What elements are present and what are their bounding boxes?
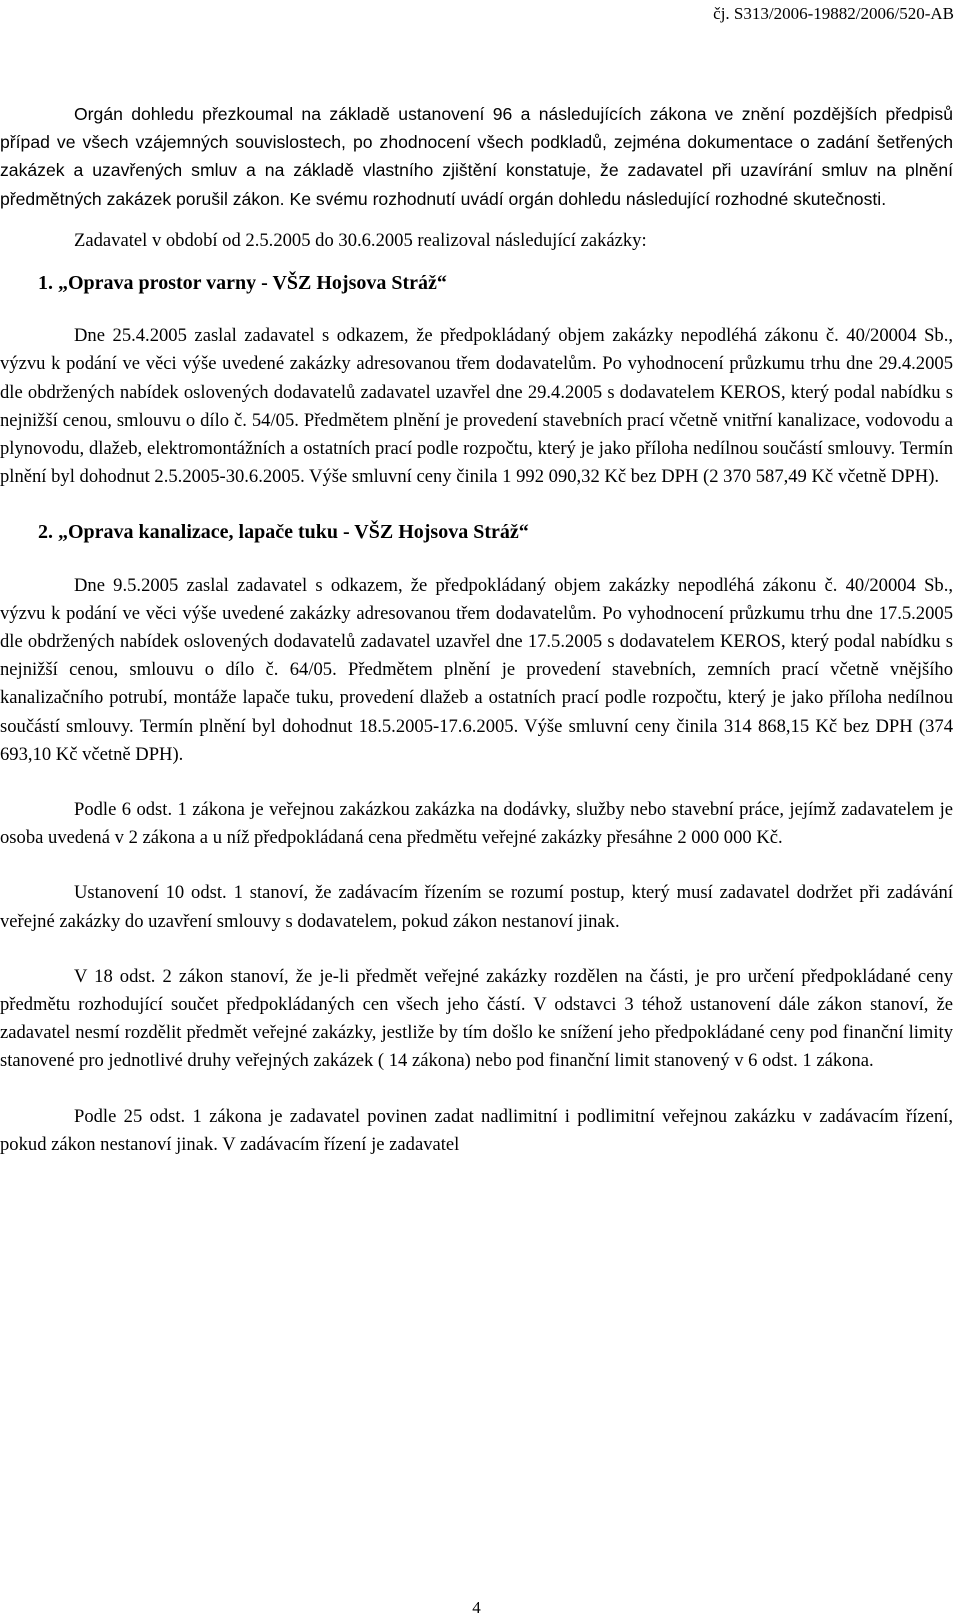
intro-text-rest: 96 a následujících zákona ve znění pozdějších předpisů případ ve všech vzájemných souvislostech, po zhodnocení všech podkladů, zejména dokumentace o zadání šetřených zakázek a uzavřených smluv a na základě vlastního zjištění konstatuje, že zadavatel při uzavírání smluv na plnění předmětných zakázek porušil zákon. Ke svému rozhodnutí uvádí orgán dohledu následující rozhodné skutečnosti. [0, 104, 953, 209]
law-paragraph-3: V 18 odst. 2 zákon stanoví, že je-li předmět veřejné zakázky rozdělen na části, je pro určení předpokládané ceny předmětu rozhodující součet předpokládaných cen všech jeho částí. V odstavci 3 téhož ustanovení dále zákon stanoví, že zadavatel nesmí rozdělit předmět veřejné zakázky, jestliže by tím došlo ke snížení jeho předpokládané ceny pod finanční limity stanovené pro jednotlivé druhy veřejných zakázek ( 14 zákona) nebo pod finanční limit stanovený v 6 odst. 1 zákona. [0, 965, 953, 1072]
contract-2-heading: 2. „Oprava kanalizace, lapače tuku - VŠZ Hojsova Stráž“ [38, 521, 529, 544]
reference-number: čj. S313/2006-19882/2006/520-AB [713, 4, 954, 23]
document-body [0, 100, 953, 1159]
law-paragraph-4: Podle 25 odst. 1 zákona je zadavatel povinen zadat nadlimitní i podlimitní veřejnou zakázku v zadávacím řízení, pokud zákon nestanoví jinak. V zadávacím řízení je zadavatel [0, 1105, 953, 1155]
intro-paragraph [0, 100, 953, 213]
page-number: 4 [472, 1598, 481, 1617]
contract-2-text: Dne 9.5.2005 zaslal zadavatel s odkazem, že předpokládaný objem zakázky nepodléhá zákonu č. 40/20004 Sb., výzvu k podání ve věci výše uvedené zakázky adresovanou třem dodavatelům. Po vyhodnocení průzkumu trhu dne 17.5.2005 dle obdržených nabídek oslovených dodavatelů zadavatel uzavřel dne 17.5.2005 s dodavatelem KEROS, který podal nabídku s nejnižší cenou, smlouvu o dílo č. 64/05. Předmětem plnění je provedení stavebních, zemních prací včetně vnějšího kanalizačního potrubí, montáže lapače tuku, provedení dlažeb a ostatních prací podle rozpočtu, který je jako příloha nedílnou součástí smlouvy. Termín plnění byl dohodnut 18.5.2005-17.6.2005. Výše smluvní ceny činila 314 868,15 Kč bez DPH (374 693,10 Kč včetně DPH). [0, 574, 953, 765]
law-paragraph-1: Podle 6 odst. 1 zákona je veřejnou zakázkou zakázka na dodávky, služby nebo stavební práce, jejímž zadavatelem je osoba uvedená v 2 zákona a u níž předpokládaná cena předmětu veřejné zakázky přesáhne 2 000 000 Kč. [0, 799, 953, 849]
law-paragraph-2: Ustanovení 10 odst. 1 stanoví, že zadávacím řízením se rozumí postup, který musí zadavatel dodržet při zadávání veřejné zakázky do uzavření smlouvy s dodavatelem, pokud zákon nestanoví jinak. [0, 882, 953, 932]
period-paragraph: Zadavatel v období od 2.5.2005 do 30.6.2005 realizoval následující zakázky: [74, 229, 647, 251]
contract-1-text: Dne 25.4.2005 zaslal zadavatel s odkazem, že předpokládaný objem zakázky nepodléhá zákonu č. 40/20004 Sb., výzvu k podání ve věci výše uvedené zakázky adresovanou třem dodavatelům. Po vyhodnocení průzkumu trhu dne 29.4.2005 dle obdržených nabídek oslovených dodavatelů zadavatel uzavřel dne 29.4.2005 s dodavatelem KEROS, který podal nabídku s nejnižší cenou, smlouvu o dílo č. 54/05. Předmětem plnění je provedení stavebních prací včetně vnitřní kanalizace, vodovodu a plynovodu, dlažeb, elektromontážních a ostatních prací podle rozpočtu, který je jako příloha nedílnou součástí smlouvy. Termín plnění byl dohodnut 2.5.2005-30.6.2005. Výše smluvní ceny činila 1 992 090,32 Kč bez DPH (2 370 587,49 Kč včetně DPH). [0, 325, 953, 488]
contract-1-heading: 1. „Oprava prostor varny - VŠZ Hojsova Stráž“ [38, 272, 447, 295]
intro-text-start: Orgán dohledu přezkoumal na základě ustanovení [74, 104, 485, 124]
